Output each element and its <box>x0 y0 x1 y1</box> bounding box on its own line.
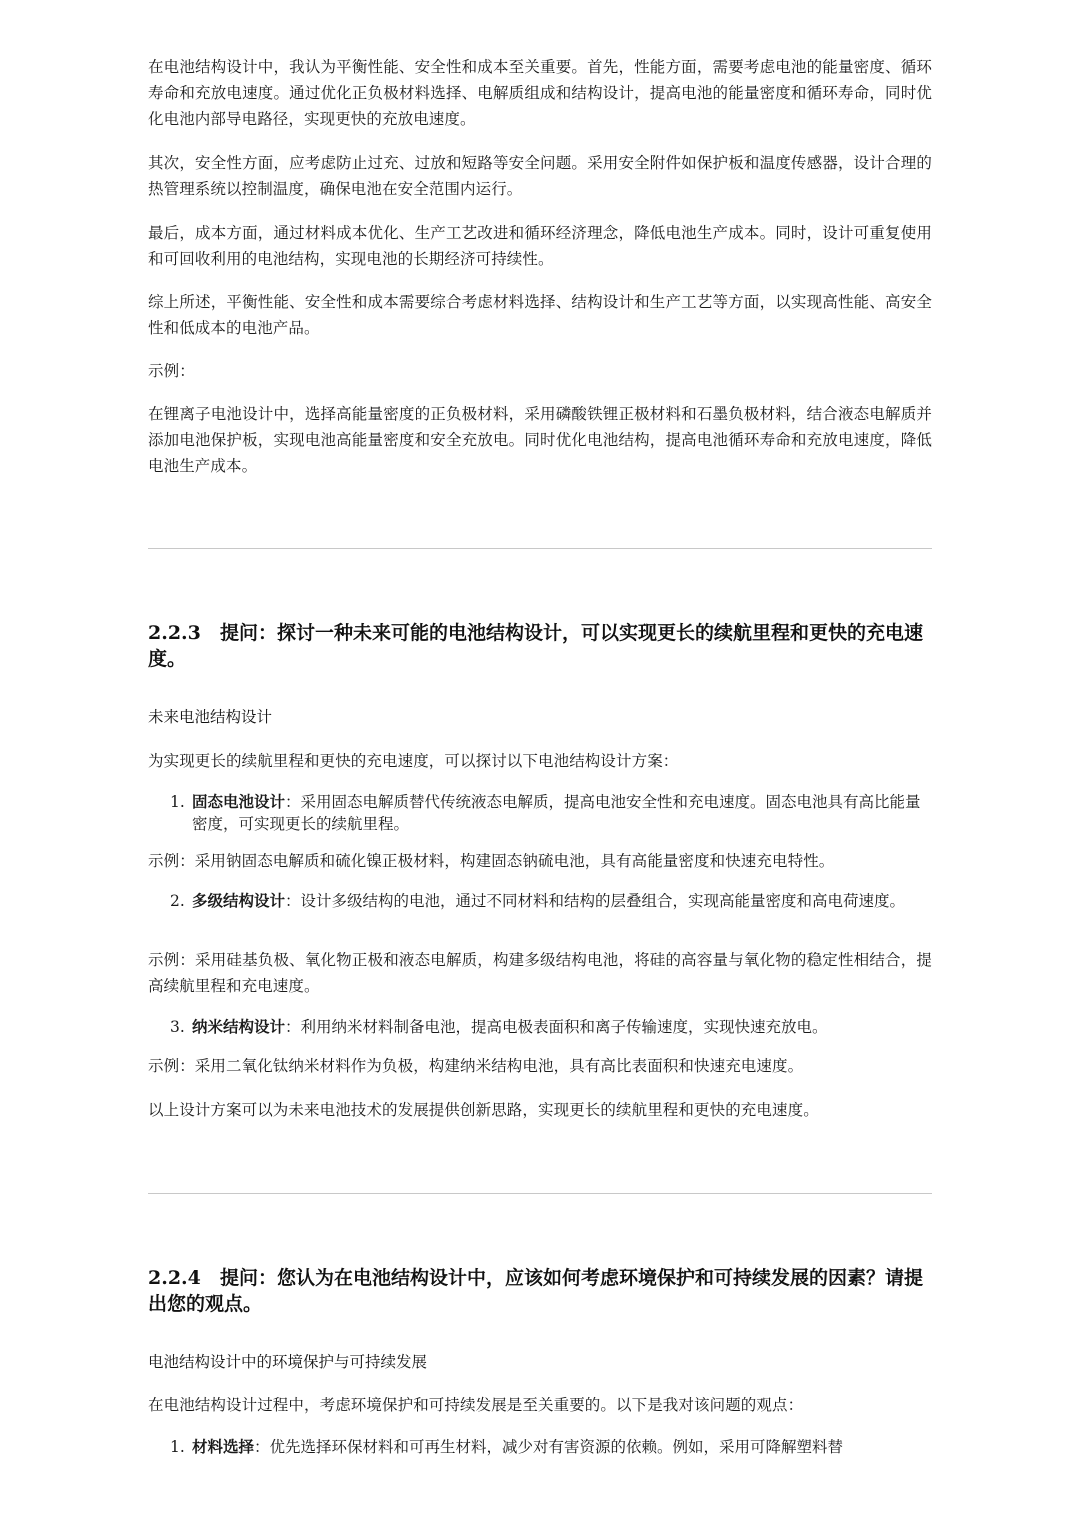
section-subtitle: 电池结构设计中的环境保护与可持续发展 <box>148 1353 428 1371</box>
intro-paragraph-3: 最后，成本方面，通过材料成本优化、生产工艺改进和循环经济理念，降低电池生产成本。同时，设计可重复使用和可回收利用的电池结构，实现电池的长期经济可持续性。 <box>148 224 932 268</box>
list-term: 纳米结构设计 <box>192 1017 286 1036</box>
list-example: 示例：采用硅基负极、氧化物正极和液态电解质，构建多级结构电池，将硅的高容量与氧化物的稳定性相结合，提高续航里程和充电速度。 <box>148 951 932 995</box>
section-divider <box>148 1193 932 1194</box>
example-paragraph: 在锂离子电池设计中，选择高能量密度的正负极材料，采用磷酸铁锂正极材料和石墨负极材料，结合液态电解质并添加电池保护板，实现电池高能量密度和安全充放电。同时优化电池结构，提高电池循环寿命和充放电速度，降低电池生产成本。 <box>148 405 932 475</box>
list-item <box>170 1016 932 1038</box>
list-text: ：设计多级结构的电池，通过不同材料和结构的层叠组合，实现高能量密度和高电荷速度。 <box>285 892 906 910</box>
section-number: 2.2.3 <box>148 622 201 644</box>
list-text: ：优先选择环保材料和可再生材料，减少对有害资源的依赖。例如，采用可降解塑料替 <box>254 1438 844 1456</box>
section-lead: 在电池结构设计过程中，考虑环境保护和可持续发展是至关重要的。以下是我对该问题的观点： <box>148 1396 804 1414</box>
intro-paragraph-1: 在电池结构设计中，我认为平衡性能、安全性和成本至关重要。首先，性能方面，需要考虑电池的能量密度、循环寿命和充放电速度。通过优化正负极材料选择、电解质组成和结构设计，提高电池的能量密度和循环寿命，同时优化电池内部导电路径，实现更快的充放电速度。 <box>148 58 932 128</box>
section-conclusion: 以上设计方案可以为未来电池技术的发展提供创新思路，实现更长的续航里程和更快的充电速度。 <box>148 1101 819 1119</box>
list-term: 固态电池设计 <box>192 792 286 811</box>
list-index: 3. <box>170 1018 185 1036</box>
list-index: 1. <box>170 793 185 811</box>
list-item <box>170 890 932 912</box>
section-heading-2-2-3 <box>148 620 932 672</box>
list-term: 多级结构设计 <box>192 891 286 910</box>
intro-paragraph-2: 其次，安全性方面，应考虑防止过充、过放和短路等安全问题。采用安全附件如保护板和温度传感器，设计合理的热管理系统以控制温度，确保电池在安全范围内运行。 <box>148 154 932 198</box>
list-index: 2. <box>170 892 185 910</box>
section-title: 提问：探讨一种未来可能的电池结构设计，可以实现更长的续航里程和更快的充电速度。 <box>148 622 924 670</box>
list-item <box>170 1436 932 1458</box>
section-title: 提问：您认为在电池结构设计中，应该如何考虑环境保护和可持续发展的因素？请提出您的观点。 <box>148 1267 924 1315</box>
list-index: 1. <box>170 1438 185 1456</box>
example-label: 示例： <box>148 362 195 380</box>
section-subtitle: 未来电池结构设计 <box>148 708 273 726</box>
section-lead: 为实现更长的续航里程和更快的充电速度，可以探讨以下电池结构设计方案： <box>148 752 679 770</box>
section-number: 2.2.4 <box>148 1267 201 1289</box>
section-divider <box>148 548 932 549</box>
list-text: ：采用固态电解质替代传统液态电解质，提高电池安全性和充电速度。固态电池具有高比能量密度，可实现更长的续航里程。 <box>192 793 921 833</box>
list-item <box>170 791 932 835</box>
intro-paragraph-4: 综上所述，平衡性能、安全性和成本需要综合考虑材料选择、结构设计和生产工艺等方面，以实现高性能、高安全性和低成本的电池产品。 <box>148 293 932 337</box>
list-term: 材料选择 <box>192 1437 255 1456</box>
section-heading-2-2-4 <box>148 1265 932 1317</box>
list-text: ：利用纳米材料制备电池，提高电极表面积和离子传输速度，实现快速充放电。 <box>285 1018 828 1036</box>
list-example: 示例：采用二氧化钛纳米材料作为负极，构建纳米结构电池，具有高比表面积和快速充电速度。 <box>148 1057 804 1075</box>
list-example: 示例：采用钠固态电解质和硫化镍正极材料，构建固态钠硫电池，具有高能量密度和快速充电特性。 <box>148 852 835 870</box>
